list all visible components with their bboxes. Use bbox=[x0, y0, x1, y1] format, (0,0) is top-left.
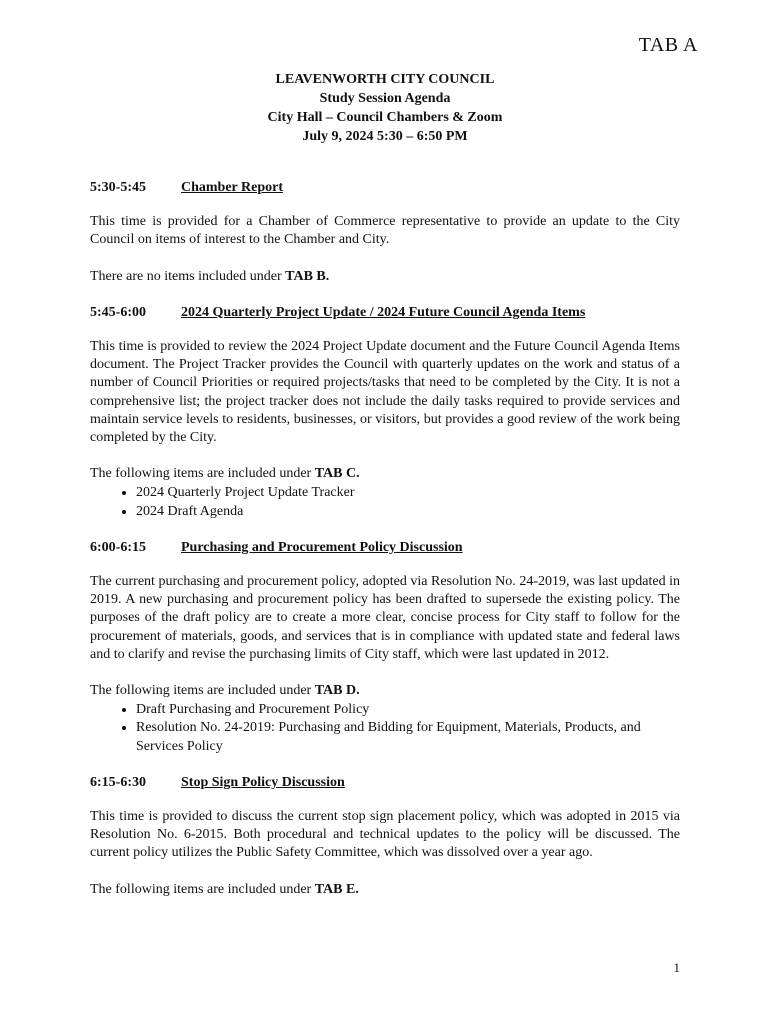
tab-reference-tab: TAB E. bbox=[314, 881, 359, 897]
attachment-list bbox=[90, 701, 680, 756]
section-description: The current purchasing and procurement policy, adopted via Resolution No. 24-2019, was last updated in 2019. A new purchasing and procurement policy has been drafted to supersede the existing policy. The purposes of the draft policy are to create a more clear, concise process for City staff to follow for the procurement of materials, goods, and services that is in compliance with updated state and federal laws and to clarify and revise the purchasing limits of City staff, which were last updated in 2012. bbox=[90, 574, 680, 662]
header-session-type: Study Session Agenda bbox=[319, 91, 451, 106]
tab-reference bbox=[90, 682, 680, 700]
tab-reference-tab: TAB C. bbox=[314, 466, 360, 482]
header-date-time: July 9, 2024 5:30 – 6:50 PM bbox=[302, 129, 468, 144]
tab-reference-tab: TAB D. bbox=[314, 683, 360, 699]
section-heading bbox=[90, 179, 680, 197]
attachment-list bbox=[90, 484, 680, 520]
section-heading bbox=[90, 539, 680, 557]
tab-reference-tab: TAB B. bbox=[285, 268, 330, 284]
section-title: Purchasing and Procurement Policy Discussion bbox=[181, 539, 463, 555]
section-time: 6:00-6:15 bbox=[90, 539, 146, 555]
section-description: This time is provided for a Chamber of Commerce representative to provide an update to the City Council on items of interest to the Chamber and City. bbox=[90, 214, 680, 248]
section-title: Chamber Report bbox=[181, 180, 284, 195]
list-item: • Draft Purchasing and Procurement Policy bbox=[136, 701, 680, 719]
page-number: 1 bbox=[673, 960, 680, 975]
agenda-section bbox=[90, 539, 680, 756]
section-heading bbox=[90, 304, 680, 322]
list-item: • 2024 Draft Agenda bbox=[136, 503, 680, 521]
section-time: 5:45-6:00 bbox=[90, 304, 146, 320]
header-council-name: LEAVENWORTH CITY COUNCIL bbox=[275, 72, 495, 87]
section-title: Stop Sign Policy Discussion bbox=[181, 774, 345, 790]
tab-reference bbox=[90, 465, 680, 483]
section-time: 6:15-6:30 bbox=[90, 774, 146, 790]
list-item: • 2024 Quarterly Project Update Tracker bbox=[136, 484, 680, 502]
agenda-section bbox=[90, 774, 680, 899]
tab-reference bbox=[90, 268, 680, 286]
tab-reference bbox=[90, 881, 680, 899]
section-time: 5:30-5:45 bbox=[90, 180, 146, 195]
agenda-section bbox=[90, 179, 680, 286]
section-description: This time is provided to review the 2024 Project Update document and the Future Council Agenda Items document. The Project Tracker provides the Council with quarterly updates on the work and status of a number of Council Priorities or required projects/tasks that need to be completed by the City. It is not a comprehensive list; the project tracker does not include the daily tasks required to provide services and maintain service levels to residents, businesses, or visitors, but provides a good review of the work being completed by the City. bbox=[90, 339, 680, 446]
agenda-body bbox=[90, 179, 680, 917]
tab-reference-text: There are no items included under bbox=[90, 268, 286, 284]
tab-reference-text: The following items are included under bbox=[90, 466, 315, 482]
section-title: 2024 Quarterly Project Update / 2024 Future Council Agenda Items bbox=[181, 304, 586, 320]
agenda-section bbox=[90, 304, 680, 521]
section-heading bbox=[90, 774, 680, 792]
agenda-header bbox=[0, 70, 770, 146]
tab-reference-text: The following items are included under bbox=[90, 881, 315, 897]
tab-reference-text: The following items are included under bbox=[90, 683, 315, 699]
header-location: City Hall – Council Chambers & Zoom bbox=[267, 110, 503, 125]
section-description: This time is provided to discuss the current stop sign placement policy, which was adopted in 2015 via Resolution No. 6-2015. Both procedural and technical updates to the policy will be discussed. The current policy utilizes the Public Safety Committee, which was dissolved over a year ago. bbox=[90, 809, 680, 861]
list-item: • Resolution No. 24-2019: Purchasing and Bidding for Equipment, Materials, Products, and Services Policy bbox=[136, 719, 680, 755]
tab-label: TAB A bbox=[638, 34, 698, 56]
